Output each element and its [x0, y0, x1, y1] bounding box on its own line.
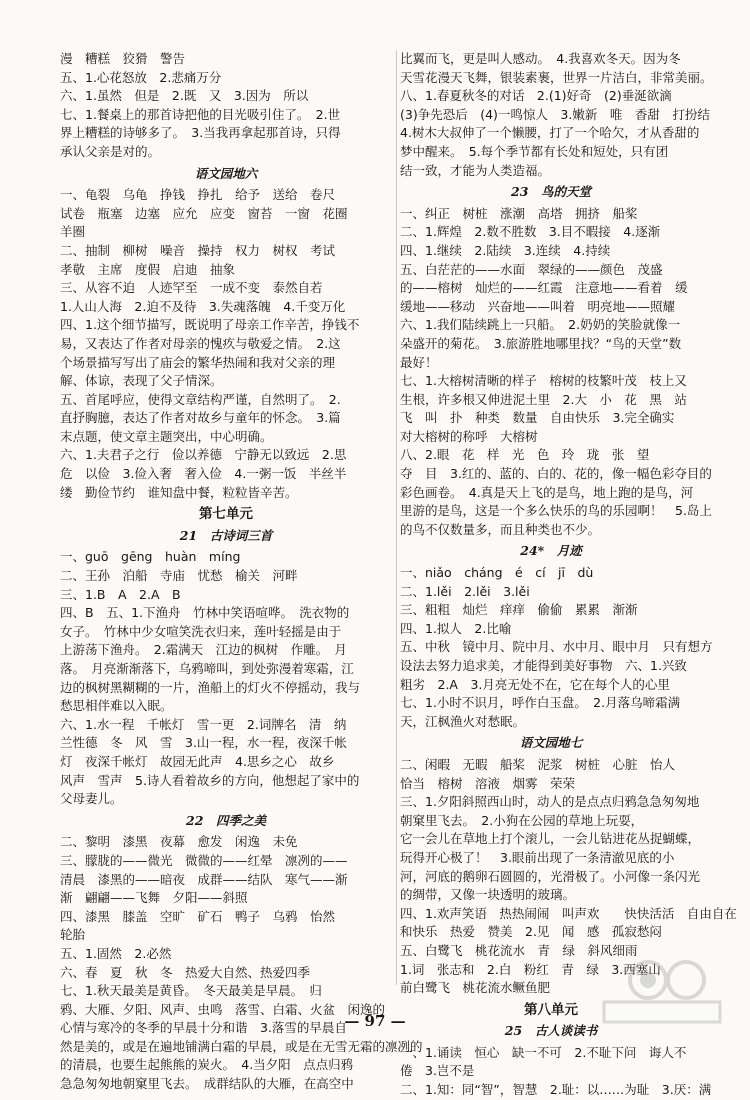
section-heading: 语文园地七 — [519, 735, 583, 751]
answer-line: 三、朦胧的——微光 微微的——红晕 凛冽的—— — [60, 852, 348, 868]
answer-line: 心情与寒冷的冬季的早晨十分和谐 3.落雪的早晨自 — [60, 1020, 347, 1036]
answer-line: 彩色画卷。 4.真是天上飞的是鸟，地上跑的是鸟，河 — [400, 484, 694, 500]
answer-line: 八、1.春夏秋冬的对话 2.(1)好奇 (2)垂涎欲滴 — [400, 88, 672, 104]
answer-line: 承认父亲是对的。 — [60, 143, 161, 159]
section-heading: 25 古人谈读书 — [504, 1023, 598, 1039]
answer-line: 二、闲暇 无暇 船桨 泥浆 树桩 心脏 怡人 — [400, 756, 676, 772]
answer-line: 易，又表达了作者对母亲的愧疚与敬爱之情。 2.这 — [60, 335, 341, 351]
answer-line: 风声 雪声 5.诗人看着故乡的方向，他想起了家中的 — [60, 772, 360, 788]
answer-line: 清晨 漆黑的——暗夜 成群——结队 寒气——渐 — [60, 871, 348, 887]
answer-line: 三、1.B A 2.A B — [60, 586, 181, 602]
answer-line: 边的枫树黑糊糊的一片，渔船上的灯火不停摇动，我与 — [60, 679, 361, 695]
answer-line: 朵盛开的菊花。 3.旅游胜地哪里找？“鸟的天堂”数 — [400, 335, 682, 351]
answer-line: 孝敬 主席 度假 启迪 抽象 — [60, 261, 236, 277]
answer-line: 落。 月亮渐渐落下，乌鸦啼叫，到处弥漫着寒霜，江 — [60, 661, 354, 676]
answer-line: 愁思相伴难以入眠。 — [60, 698, 173, 714]
watermark-logo — [590, 958, 730, 1028]
answer-line: 恰当 榕树 溶液 烟雾 荣荣 — [400, 775, 576, 791]
answer-line: 五、白茫茫的——水面 翠绿的——颜色 茂盛 — [400, 261, 663, 277]
answer-line: 一、niǎo cháng é cí jī dù — [400, 565, 594, 581]
answer-line: 一、1.诵读 恒心 缺一不可 2.不耻下问 诲人不 — [400, 1044, 687, 1060]
answer-line: 漫 糟糕 狡猾 警告 — [60, 51, 186, 66]
answer-line: 七、1.秋天最美是黄昏。 冬天最美是早晨。 归 — [60, 983, 322, 999]
answer-line: 兰性德 冬 风 雪 3.山一程，水一程，夜深千帐 — [60, 735, 347, 751]
answer-line: 里游的是鸟，这是一个多么快乐的鸟的乐园啊！ 5.岛上 — [400, 503, 712, 519]
answer-line: 八、2.眼 花 样 光 色 玲 珑 张 望 — [400, 447, 650, 463]
answer-line: 四、B 五、1.下渔舟 竹林中笑语喧哗。 洗衣物的 — [60, 605, 350, 621]
answer-line: 危 以俭 3.俭入奢 奢入俭 4.一粥一饭 半丝半 — [60, 466, 347, 482]
column-divider — [396, 50, 397, 985]
answer-line: 七、1.小时不识月，呼作白玉盘。 2.月落乌啼霜满 — [400, 695, 681, 711]
answer-line: 五、中秋 镜中月、院中月、水中月、眼中月 只有想方 — [400, 639, 713, 655]
answer-line: 的鸟不仅数量多，而且种类也不少。 — [400, 521, 601, 537]
unit-title: 第七单元 — [199, 506, 253, 523]
answer-line: 和快乐 热爱 赞美 2.见 闻 感 孤寂愁闷 — [400, 924, 662, 940]
answer-line: 的清晨，也要生起熊熊的炭火。 4.当夕阳 点点归鸦 — [60, 1057, 354, 1073]
answer-line: 最好！ — [400, 354, 438, 370]
answer-line: 设法去努力追求美，才能得到美好事物 六、1.兴致 — [400, 658, 687, 673]
answer-line: 急急匆匆地朝窠里飞去。 成群结队的大雁，在高空中 — [60, 1076, 354, 1092]
page-number: — 97 — — [344, 1012, 406, 1030]
answer-line: 五、首尾呼应，使得文章结构严谨，自然明了。 2. — [60, 391, 341, 407]
answer-line: 父母妻儿。 — [60, 791, 123, 807]
right-column — [400, 50, 737, 1100]
answer-line: 天，江枫渔火对愁眠。 — [400, 713, 526, 729]
answer-line: 粗劣 2.A 3.月亮无处不在，它在每个人的心里 — [400, 676, 670, 692]
answer-line: 对大榕树的称呼 大榕树 — [400, 428, 538, 444]
answer-line: 前白鹭飞 桃花流水鳜鱼肥 — [400, 980, 551, 996]
answer-line: 试卷 瓶塞 边塞 应允 应变 窗苔 一窗 花圈 — [60, 205, 348, 221]
answer-line: 四、1.继续 2.陆续 3.连续 4.持续 — [400, 242, 611, 258]
answer-line: 直抒胸臆，表达了作者对故乡与童年的怀念。 3.篇 — [60, 410, 341, 426]
section-heading: 21 古诗词三首 — [179, 527, 273, 543]
answer-line: 二、抽制 柳树 噪音 操持 权力 树权 考试 — [60, 242, 336, 258]
answer-line: 四、1.欢声笑语 热热闹闹 叫声欢 快快活活 自由自在 — [400, 905, 737, 921]
answer-line: 夺 目 3.红的、蓝的、白的、花的，像一幅色彩夺目的 — [400, 466, 712, 482]
answer-line: 轮胎 — [60, 927, 86, 943]
answer-line: 六、1.夫君子之行 俭以养德 宁静无以致远 2.思 — [60, 447, 347, 463]
answer-line: 倦 3.岂不是 — [400, 1063, 475, 1079]
answer-line: 女子。 竹林中少女喧笑洗衣归来，莲叶轻摇是由于 — [60, 623, 342, 639]
answer-line: 它一会儿在草地上打个滚儿，一会儿钻进花丛捉蝴蝶， — [400, 831, 701, 847]
answer-line: 梦中醒来。 5.每个季节都有长处和短处，只有团 — [400, 143, 669, 159]
answer-line: 二、1.lěi 2.lěi 3.lěi — [400, 583, 530, 599]
section-heading: 22 四季之美 — [186, 812, 266, 828]
answer-line: 一、龟裂 乌龟 挣钱 挣扎 给予 送给 卷尺 — [60, 187, 336, 203]
answer-line: 五、白鹭飞 桃花流水 青 绿 斜风细雨 — [400, 942, 638, 958]
answer-line: 三、1.夕阳斜照西山时，动人的是点点归鸦急急匆匆地 — [400, 794, 700, 810]
answer-line: 五、1.固然 2.必然 — [60, 945, 172, 961]
answer-line: 二、王孙 泊船 寺庙 忧愁 榆关 河畔 — [60, 568, 298, 584]
answer-line: 七、1.大榕树清晰的样子 榕树的枝繁叶茂 枝上又 — [400, 373, 687, 389]
answer-line: 解、体谅，表现了父子情深。 — [60, 373, 223, 389]
answer-line: 朝窠里飞去。 2.小狗在公园的草地上玩耍， — [400, 812, 644, 828]
answer-line: 个场景描写写出了庙会的繁华热闹和我对父亲的理 — [60, 354, 336, 370]
answer-line: (3)争先恐后 (4)一鸣惊人 3.嫩新 唯 香甜 打扮结 — [400, 106, 710, 122]
answer-line: 二、1.辉煌 2.数不胜数 3.目不暇接 4.逐渐 — [400, 224, 661, 240]
answer-line: 河，河底的鹅卵石圆圆的，光滑极了。小河像一条闪光 — [400, 868, 701, 884]
answer-line: 结一致，才能为人类造福。 — [400, 162, 551, 178]
answer-line: 一、guō gēng huàn míng — [60, 549, 241, 565]
answer-line: 天雪花漫天飞舞，银装素裹，世界一片洁白，非常美丽。 — [400, 69, 713, 85]
answer-line: 羊圈 — [60, 224, 86, 240]
answer-line: 四、1.拟人 2.比喻 — [400, 620, 512, 636]
answer-line: 1.人山人海 2.迫不及待 3.失魂落魄 4.千变万化 — [60, 298, 346, 314]
answer-line: 缕 勤俭节约 谁知盘中餐，粒粒皆辛苦。 — [60, 484, 298, 500]
answer-line: 末点题，使文章主题突出，中心明确。 — [60, 428, 273, 444]
answer-line: 六、1.水一程 千帐灯 雪一更 2.词牌名 清 纳 — [60, 716, 347, 732]
answer-line: 4.树木大叔伸了一个懒腰，打了一个哈欠，才从香甜的 — [400, 125, 700, 141]
answer-line: 1.词 张志和 2.白 粉红 青 绿 3.西塞山 — [400, 961, 661, 977]
answer-line: 二、黎明 漆黑 夜幕 愈发 闲逸 未免 — [60, 834, 298, 850]
answer-line: 一、纠正 树桩 涨潮 高塔 拥挤 船桨 — [400, 205, 638, 221]
answer-line: 的绸带，又像一块透明的玻璃。 — [400, 887, 576, 903]
answer-line: 界上糟糕的诗够多了。 3.当我再拿起那首诗，只得 — [60, 125, 341, 141]
answer-line: 三、粗粗 灿烂 痒痒 偷偷 累累 渐渐 — [400, 602, 638, 618]
answer-line: 上游荡下渔舟。 2.霜满天 江边的枫树 作雕。 月 — [60, 642, 347, 658]
section-heading: 24* 月迹 — [520, 543, 582, 559]
answer-line: 的——榕树 灿烂的——红霞 注意地——看着 缓 — [400, 280, 688, 296]
answer-line: 比翼而飞，更是叫人感动。 4.我喜欢冬天。因为冬 — [400, 51, 681, 66]
answer-line: 六、1.虽然 但是 2.既 又 3.因为 所以 — [60, 88, 309, 104]
answer-line: 五、1.心花怒放 2.悲痛万分 — [60, 69, 222, 85]
unit-title: 第八单元 — [524, 1001, 578, 1018]
answer-line: 玩得开心极了！ 3.眼前出现了一条清澈见底的小 — [400, 849, 675, 865]
answer-line: 六、春 夏 秋 冬 热爱大自然、热爱四季 — [60, 964, 311, 980]
answer-line: 然是美的，或是在遍地铺满白霜的早晨，或是在无雪无霜的凛冽的 — [60, 1038, 423, 1054]
answer-line: 六、1.我们陆续跳上一只船。 2.奶奶的笑脸就像一 — [400, 317, 681, 333]
section-heading: 23 鸟的天堂 — [511, 184, 591, 200]
answer-line: 四、漆黑 膝盖 空旷 矿石 鸭子 乌鸦 怡然 — [60, 908, 336, 924]
answer-line: 鸦、大雁、夕阳、风声、虫鸣 落雪、白霜、火盆 闲逸的 — [60, 1001, 386, 1017]
answer-line: 灯 夜深千帐灯 故园无此声 4.思乡之心 故乡 — [60, 753, 335, 769]
answer-line: 七、1.餐桌上的那首诗把他的目光吸引住了。 2.世 — [60, 106, 341, 122]
section-heading: 语文园地六 — [194, 165, 258, 181]
answer-line: 缓地——移动 兴奋地——叫着 明亮地——照耀 — [400, 298, 676, 314]
answer-line: 飞 叫 扑 种类 数量 自由快乐 3.完全确实 — [400, 410, 675, 426]
answer-line: 二、1.知：同“智”，智慧 2.耻：以……为耻 3.厌：满 — [400, 1082, 712, 1098]
answer-line: 三、从容不迫 人迹罕至 一成不变 泰然自若 — [60, 280, 323, 296]
answer-line: 四、1.这个细节描写，既说明了母亲工作辛苦，挣钱不 — [60, 317, 360, 333]
answer-line: 渐 翩翩——飞舞 夕阳——斜照 — [60, 890, 248, 906]
answer-line: 生根，许多根又伸进泥土里 2.大 小 花 黑 站 — [400, 391, 687, 407]
